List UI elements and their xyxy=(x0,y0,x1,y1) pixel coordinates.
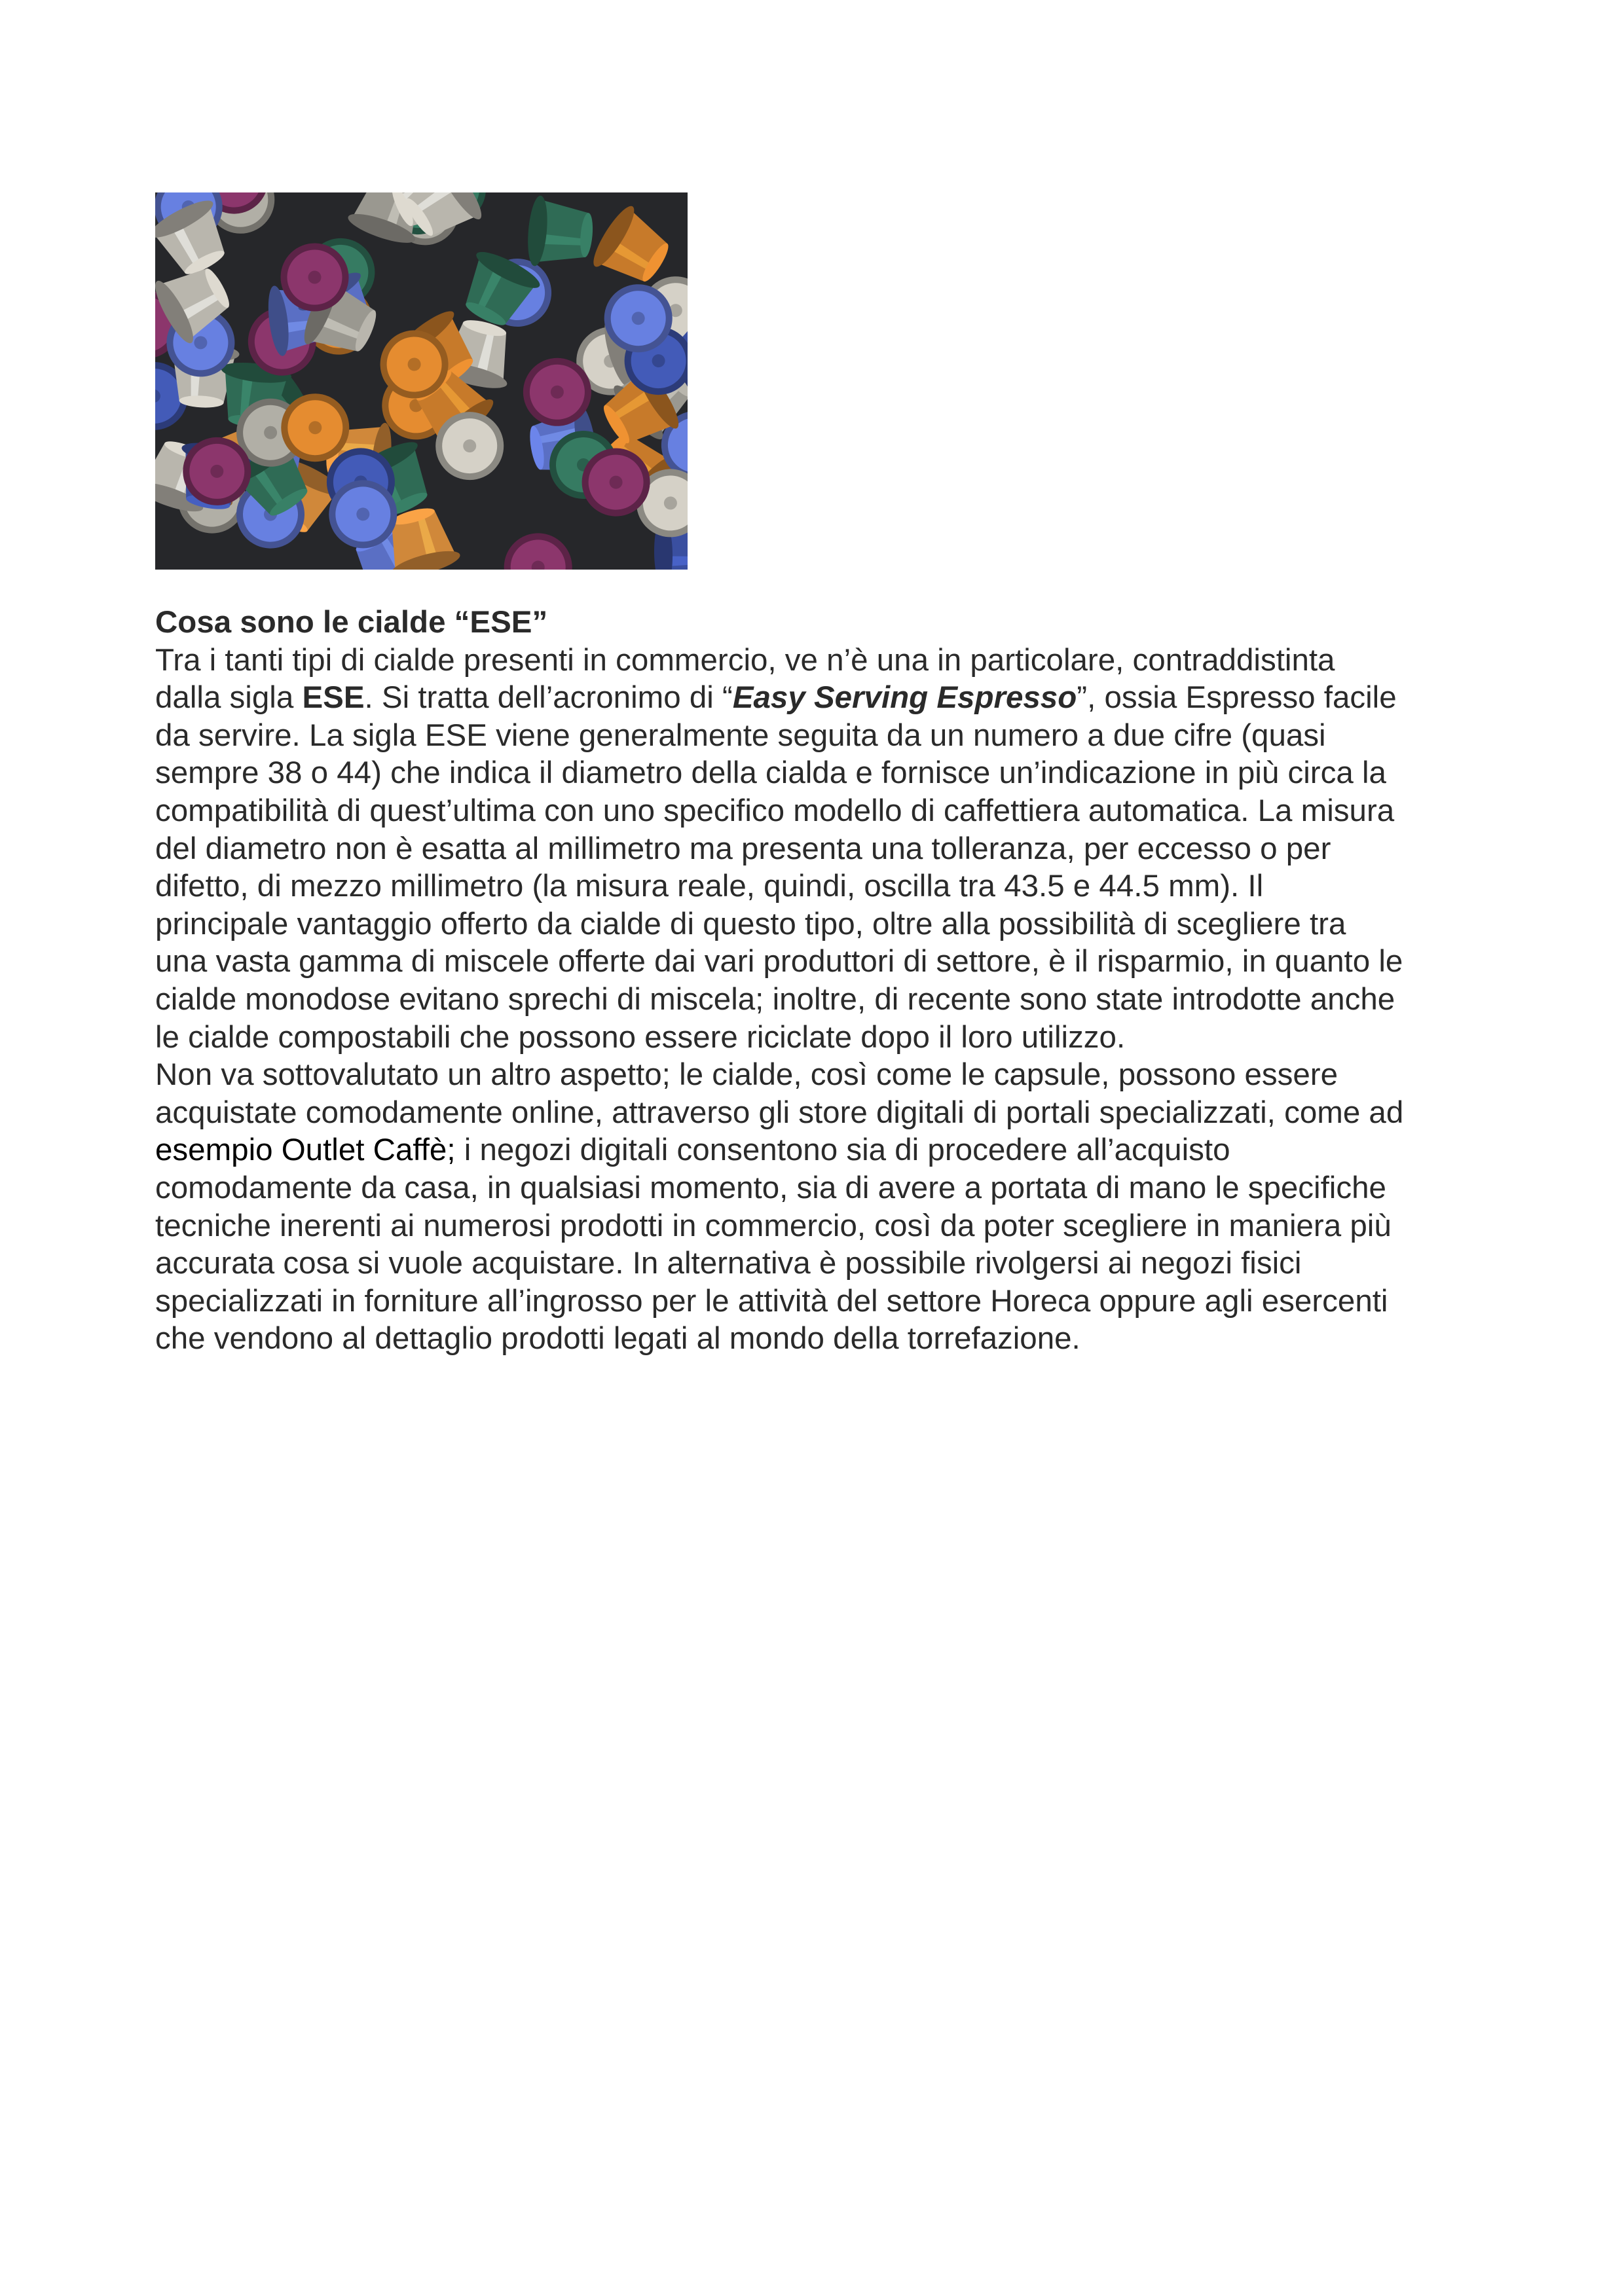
text-span: . Si tratta dell’acronimo di “ xyxy=(364,680,733,716)
text-span: ”, ossia Espresso facile xyxy=(1077,680,1397,716)
text-line: specializzati in forniture all’ingrosso per le attività del settore Horeca oppure agli esercenti xyxy=(155,1283,1388,1319)
easy-serving-espresso: Easy Serving Espresso xyxy=(732,680,1077,716)
text-line: tecniche inerenti ai numerosi prodotti in commercio, così da poter scegliere in maniera più xyxy=(155,1208,1392,1243)
text-line: Tra i tanti tipi di cialde presenti in commercio, ve n’è una in particolare, contraddistinta xyxy=(155,642,1335,678)
text-line: da servire. La sigla ESE viene generalmente seguita da un numero a due cifre (quasi xyxy=(155,718,1326,753)
text-line: comodamente da casa, in qualsiasi momento, sia di avere a portata di mano le specifiche xyxy=(155,1170,1386,1205)
text-line: acquistate comodamente online, attraverso gli store digitali di portali specializzati, come ad xyxy=(155,1095,1404,1130)
text-line: principale vantaggio offerto da cialde di questo tipo, oltre alla possibilità di scegliere tra xyxy=(155,906,1346,941)
text-line: compatibilità di quest’ultima con uno specifico modello di caffettiera automatica. La misura xyxy=(155,793,1395,828)
text-line: che vendono al dettaglio prodotti legati al mondo della torrefazione. xyxy=(155,1321,1080,1357)
text-line: del diametro non è esatta al millimetro ma presenta una tolleranza, per eccesso o per xyxy=(155,831,1331,866)
coffee-capsules-image xyxy=(155,192,688,570)
outlet-caffe-link[interactable]: esempio Outlet Caffè; xyxy=(155,1133,456,1168)
text-line: una vasta gamma di miscele offerte dai vari produttori di settore, è il risparmio, in quanto le xyxy=(155,944,1403,979)
article-heading: Cosa sono le cialde “ESE” xyxy=(155,605,548,640)
coffee-capsules-photo xyxy=(155,192,688,570)
text-line: accurata cosa si vuole acquistare. In alternativa è possibile rivolgersi ai negozi fisici xyxy=(155,1246,1302,1281)
article-body xyxy=(155,604,1498,1358)
ese-acronym: ESE xyxy=(302,680,365,716)
text-line: sempre 38 o 44) che indica il diametro della cialda e fornisce un’indicazione in più circa la xyxy=(155,756,1386,791)
text-span: i negozi digitali consentono sia di procedere all’acquisto xyxy=(455,1133,1230,1168)
text-line: difetto, di mezzo millimetro (la misura reale, quindi, oscilla tra 43.5 e 44.5 mm). Il xyxy=(155,869,1264,904)
text-line: le cialde compostabili che possono essere riciclate dopo il loro utilizzo. xyxy=(155,1019,1126,1055)
text-line: cialde monodose evitano sprechi di miscela; inoltre, di recente sono state introdotte anche xyxy=(155,981,1395,1017)
text-line xyxy=(155,1131,1498,1169)
paragraph-1 xyxy=(155,642,1498,1057)
paragraph-2 xyxy=(155,1056,1498,1358)
text-line xyxy=(155,679,1498,717)
text-line: Non va sottovalutato un altro aspetto; le cialde, così come le capsule, possono essere xyxy=(155,1057,1338,1093)
text-span: dalla sigla xyxy=(155,680,303,716)
